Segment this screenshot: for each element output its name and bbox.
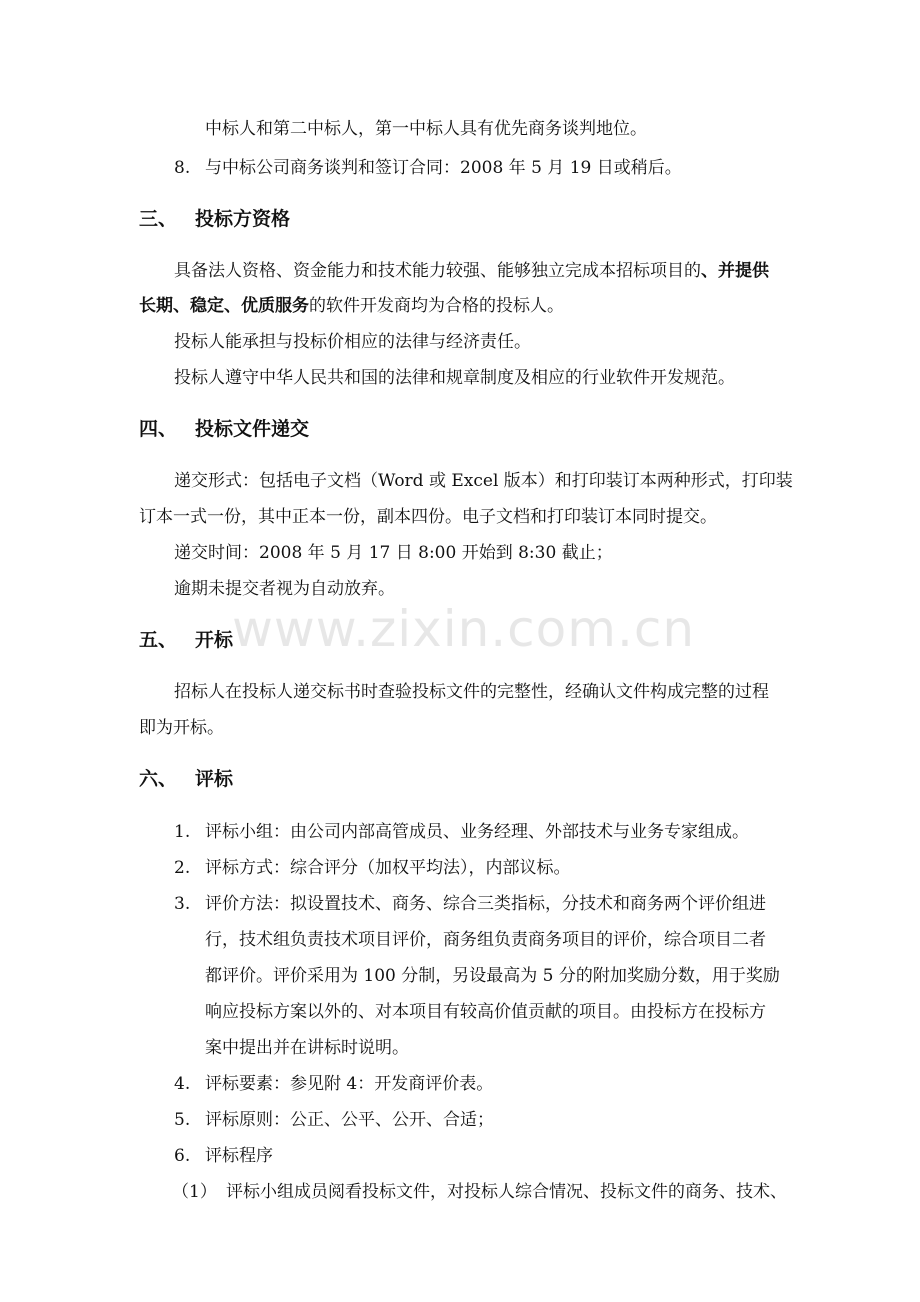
section-title: 投标文件递交: [195, 418, 310, 440]
paragraph-line: 投标人遵守中华人民共和国的法律和规章制度及相应的行业软件开发规范。: [174, 368, 735, 388]
paragraph-line: 即为开标。: [139, 718, 224, 738]
emphasis-text: 长期、稳定、优质服务: [139, 296, 309, 316]
watermark: www.zixin.com.cn: [232, 600, 696, 658]
list-item-text: 评标原则：公正、公平、公开、合适；: [205, 1110, 494, 1130]
section-number: 六、: [139, 768, 178, 790]
list-item-text: 评标小组：由公司内部高管成员、业务经理、外部技术与业务专家组成。: [205, 822, 749, 842]
section-number: 三、: [139, 208, 178, 230]
sub-item-number: （1）: [172, 1182, 217, 1202]
list-item-number: 4.: [174, 1074, 191, 1094]
paragraph-line: 递交时间：2008 年 5 月 17 日 8:00 开始到 8:30 截止；: [174, 543, 613, 563]
list-item-text: 评价方法：拟设置技术、商务、综合三类指标，分技术和商务两个评价组进: [205, 894, 766, 914]
section-title: 开标: [195, 629, 234, 651]
list-item-text: 与中标公司商务谈判和签订合同：2008 年 5 月 19 日或稍后。: [205, 158, 682, 178]
section-heading-6: [139, 765, 233, 793]
section-heading-3: [139, 205, 290, 233]
section-title: 评标: [195, 768, 234, 790]
list-item-text: 评标要素：参见附 4：开发商评价表。: [205, 1074, 494, 1094]
paragraph-line: 招标人在投标人递交标书时查验投标文件的完整性，经确认文件构成完整的过程: [174, 682, 769, 702]
list-item-text: 评标程序: [205, 1146, 273, 1166]
list-item-number: 8.: [174, 158, 191, 178]
section-heading-5: [139, 626, 233, 654]
paragraph-line: 递交形式：包括电子文档（Word 或 Excel 版本）和打印装订本两种形式，打印装: [174, 471, 793, 491]
continuation-line: 中标人和第二中标人，第一中标人具有优先商务谈判地位。: [205, 119, 647, 139]
list-item-number: 3.: [174, 894, 191, 914]
section-number: 五、: [139, 629, 178, 651]
list-item-text: 行，技术组负责技术项目评价，商务组负责商务项目的评价，综合项目二者: [205, 930, 766, 950]
section-number: 四、: [139, 418, 178, 440]
section-title: 投标方资格: [195, 208, 291, 230]
paragraph-line: [174, 259, 769, 283]
list-item-text: 案中提出并在讲标时说明。: [205, 1038, 409, 1058]
list-item-number: 2.: [174, 858, 191, 878]
emphasis-text: 、并提供: [701, 261, 769, 281]
paragraph-line: 投标人能承担与投标价相应的法律与经济责任。: [174, 332, 531, 352]
list-item-text: 评标方式：综合评分（加权平均法），内部议标。: [205, 858, 571, 878]
list-item-text: 都评价。评价采用为 100 分制，另设最高为 5 分的附加奖励分数，用于奖励: [205, 966, 780, 986]
paragraph-text: 的软件开发商均为合格的投标人。: [309, 296, 564, 316]
paragraph-line: 逾期未提交者视为自动放弃。: [174, 579, 395, 599]
sub-item-text: 评标小组成员阅看投标文件，对投标人综合情况、投标文件的商务、技术、: [226, 1182, 787, 1202]
list-item-number: 5.: [174, 1110, 191, 1130]
paragraph-line: [139, 294, 564, 318]
paragraph-line: 订本一式一份，其中正本一份，副本四份。电子文档和打印装订本同时提交。: [139, 507, 717, 527]
section-heading-4: [139, 415, 309, 443]
list-item-number: 6.: [174, 1146, 191, 1166]
paragraph-text: 具备法人资格、资金能力和技术能力较强、能够独立完成本招标项目的: [174, 261, 701, 281]
list-item-number: 1.: [174, 822, 191, 842]
list-item-text: 响应投标方案以外的、对本项目有较高价值贡献的项目。由投标方在投标方: [205, 1002, 766, 1022]
